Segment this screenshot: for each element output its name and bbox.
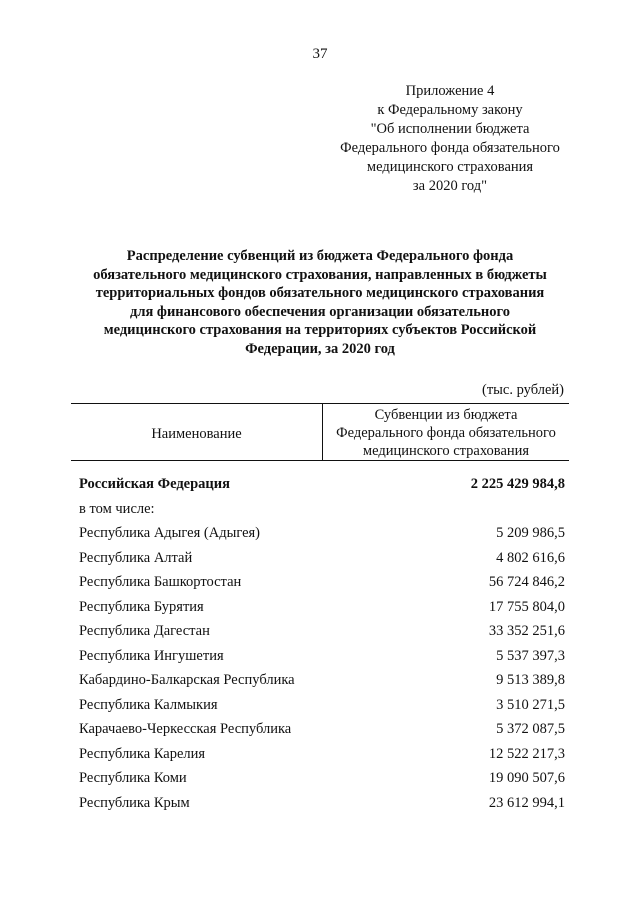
table-row <box>79 770 565 795</box>
row-name: Республика Коми <box>79 770 187 786</box>
table-row <box>79 746 565 771</box>
appendix-line: "Об исполнении бюджета <box>370 121 530 137</box>
row-value: 2 225 429 984,8 <box>470 476 565 492</box>
table-row <box>79 623 565 648</box>
row-name: Карачаево-Черкесская Республика <box>79 721 292 737</box>
row-value: 5 209 986,5 <box>496 525 565 541</box>
page-number: 37 <box>312 46 328 62</box>
row-name: Республика Карелия <box>79 745 206 762</box>
table-row <box>79 721 565 746</box>
row-name: Республика Башкортостан <box>79 574 242 590</box>
table-row <box>79 599 565 624</box>
table-header <box>71 403 569 461</box>
table-row <box>79 648 565 673</box>
row-value: 12 522 217,3 <box>488 745 565 762</box>
appendix-line: медицинского страхования <box>366 159 534 175</box>
column-header-name: Наименование <box>151 425 242 442</box>
column-header-subvention <box>323 406 569 460</box>
appendix-header <box>300 82 600 196</box>
table-row <box>79 525 565 550</box>
title-line: обязательного медицинского страхования, направленных в бюджеты <box>93 266 547 283</box>
row-value: 56 724 846,2 <box>488 574 565 590</box>
column-header-line: медицинского страхования <box>362 443 530 459</box>
title-line: Федерации, за 2020 год <box>245 340 395 357</box>
title-line: для финансового обеспечения организации обязательного <box>129 303 511 320</box>
document-title <box>60 247 580 358</box>
title-line: медицинского страхования на территориях субъектов Российской <box>103 322 537 338</box>
table-row <box>79 574 565 599</box>
title-line: Распределение субвенций из бюджета Федерального фонда <box>126 248 514 264</box>
appendix-line: Приложение 4 <box>405 83 495 99</box>
row-value: 17 755 804,0 <box>488 598 565 615</box>
row-value: 19 090 507,6 <box>488 770 565 786</box>
row-name: Республика Калмыкия <box>79 696 218 713</box>
row-value: 33 352 251,6 <box>488 623 565 639</box>
row-name: Российская Федерация <box>79 476 230 492</box>
table-row <box>79 697 565 722</box>
table-row <box>79 795 565 820</box>
appendix-line: к Федеральному закону <box>377 102 523 118</box>
row-value: 23 612 994,1 <box>488 794 565 811</box>
row-name: Республика Ингушетия <box>79 647 224 664</box>
column-header-line: Субвенции из бюджета <box>374 407 518 423</box>
row-value: 3 510 271,5 <box>496 696 565 713</box>
row-value: 9 513 389,8 <box>496 672 565 688</box>
row-name: Республика Алтай <box>79 549 193 566</box>
including-label: в том числе: <box>79 500 155 517</box>
table-row-total <box>79 476 565 501</box>
title-line: территориальных фондов обязательного медицинского страхования <box>95 285 545 301</box>
row-name: Республика Адыгея (Адыгея) <box>79 525 261 541</box>
row-name: Республика Дагестан <box>79 623 210 639</box>
row-value: 5 537 397,3 <box>496 647 565 664</box>
including-label-row <box>79 501 565 526</box>
table-row <box>79 672 565 697</box>
row-name: Республика Крым <box>79 794 190 811</box>
column-header-line: Федерального фонда обязательного <box>336 425 556 441</box>
table-row <box>79 550 565 575</box>
appendix-line: Федерального фонда обязательного <box>340 140 560 156</box>
row-value: 4 802 616,6 <box>496 549 565 566</box>
table-body <box>79 476 565 819</box>
row-name: Кабардино-Балкарская Республика <box>79 672 295 688</box>
appendix-line: за 2020 год" <box>412 178 488 194</box>
row-name: Республика Бурятия <box>79 598 204 615</box>
units-label: (тыс. рублей) <box>482 382 564 398</box>
row-value: 5 372 087,5 <box>496 721 565 737</box>
